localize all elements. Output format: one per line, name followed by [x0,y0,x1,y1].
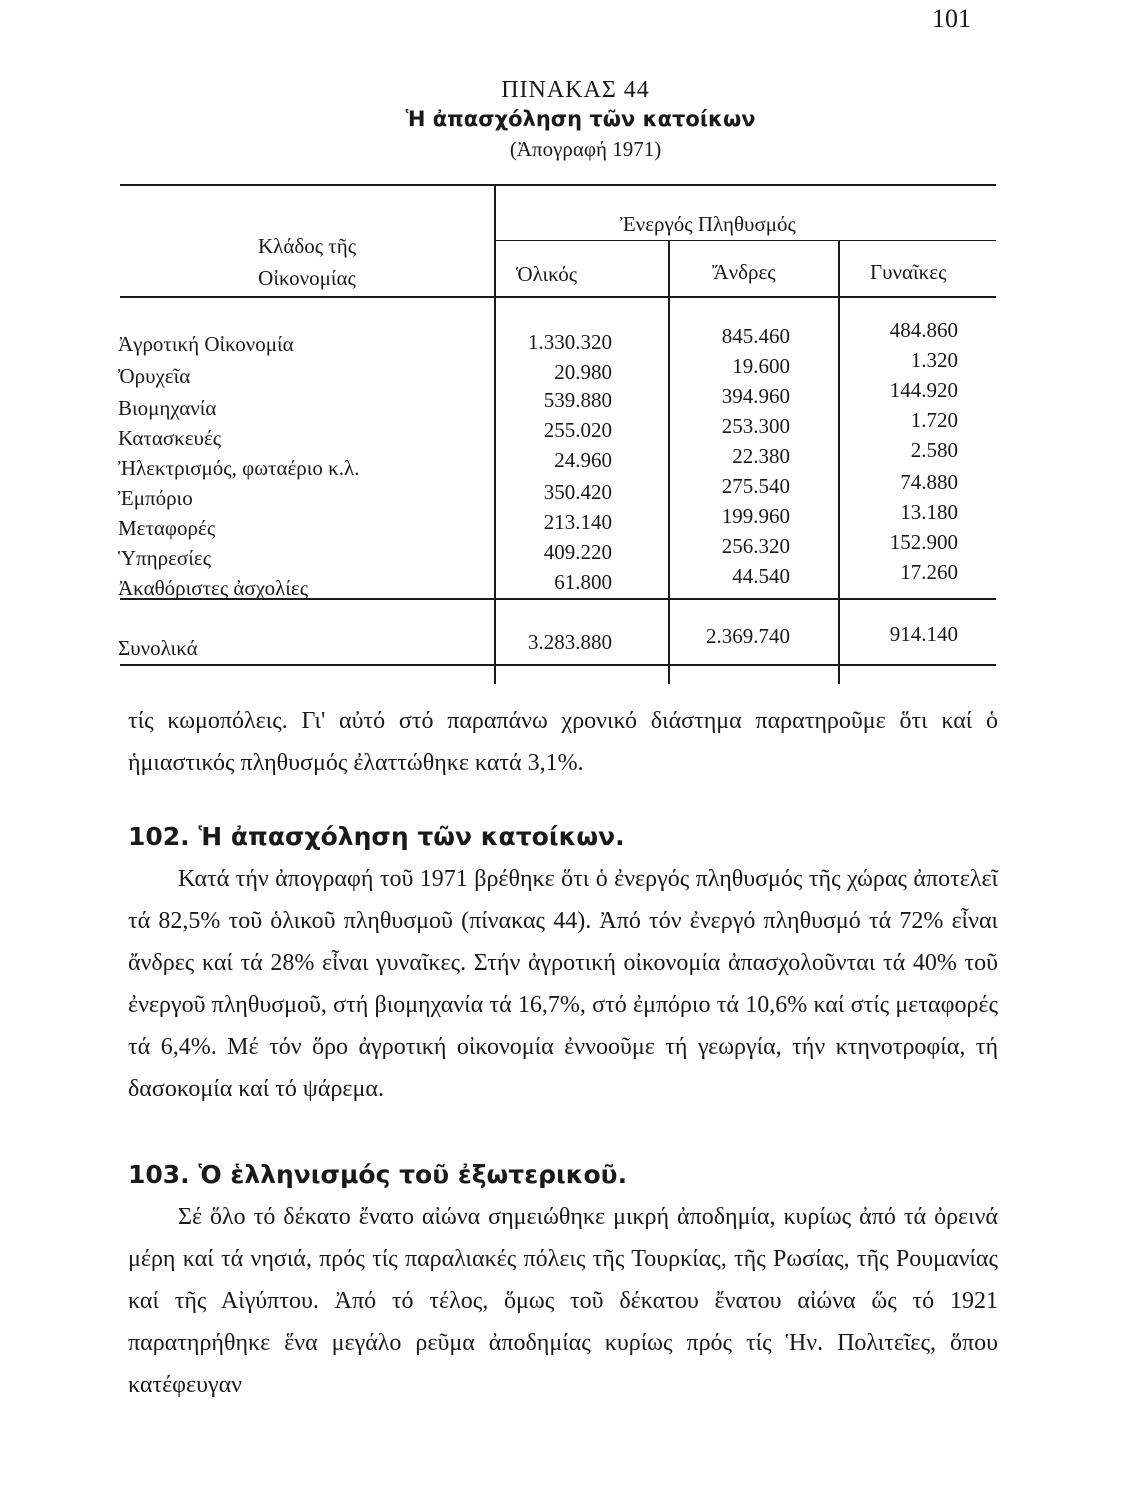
total-value: 255.020 [543,418,612,442]
women-value: 484.860 [889,318,958,342]
men-value: 19.600 [732,354,790,378]
men-value: 845.460 [721,324,790,348]
total-value: 20.980 [554,360,612,384]
branch-name: Ἀγροτική Οἰκονομία [118,332,294,356]
totals-total-value: 3.283.880 [528,630,612,654]
page-number: 101 [932,4,971,33]
section-103-heading: 103. Ὁ ἑλληνισμός τοῦ ἐξωτερικοῦ. [128,1160,628,1189]
table-top-rule [120,184,996,186]
table-source-note: (Ἀπογραφή 1971) [509,137,662,161]
men-value: 394.960 [721,384,790,408]
table-title: ΠΙΝΑΚΑΣ 44 [501,77,650,103]
men-column-header: Ἄνδρες [712,260,776,284]
branch-name: Ὑπηρεσίες [118,546,212,570]
section-103-body [128,1196,998,1406]
men-value: 199.960 [721,504,790,528]
section-102-paragraph: Κατά τήν ἀπογραφή τοῦ 1971 βρέθηκε ὅτι ὁ ἐνεργός πληθυσμός τῆς χώρας ἀποτελεῖ τά 82,5% τοῦ ὁλικοῦ πληθυσμοῦ (πίνακας 44). Ἀπό τόν ἐνεργό πληθυσμό τά 72% εἶναι ἄνδρες καί τά 28% εἶναι γυναῖκες. Στήν ἀγροτική οἰκονομία ἀπασχολοῦνται τά 40% τοῦ ἐνεργοῦ πληθυσμοῦ, στή βιομηχανία τά 16,7%, στό ἐμπόριο τά 10,6% καί στίς μεταφορές τά 6,4%. Μέ τόν ὅρο ἀγροτική οἰκονομία ἐννοοῦμε τή γεωργία, τήν κτηνοτροφία, τή δασοκομία καί τό ψάρεμα. [128,866,998,1102]
women-column-header: Γυναῖκες [870,260,947,284]
women-value: 13.180 [900,500,958,524]
group-header-rule [496,240,996,241]
branch-name: Ἐμπόριο [118,486,193,510]
totals-women-value: 914.140 [889,622,958,646]
total-column-header: Ὁλικός [516,262,578,286]
total-value: 409.220 [543,540,612,564]
women-value: 74.880 [900,470,958,494]
table-caption [0,76,1121,164]
table-bottom-rule [120,664,996,666]
branch-name: Ἀκαθόριστες ἀσχολίες [118,576,309,600]
continuation-text: τίς κωμοπόλεις. Γι' αὐτό στό παραπάνω χρονικό διάστημα παρατηροῦμε ὅτι καί ὁ ἡμιαστικός πληθυσμός ἐλαττώθηκε κατά 3,1%. [128,708,998,776]
women-value: 152.900 [889,530,958,554]
section-102-heading: 102. Ἡ ἀπασχόληση τῶν κατοίκων. [128,822,625,851]
women-value: 1.320 [910,348,958,372]
total-value: 61.800 [554,570,612,594]
men-value: 253.300 [721,414,790,438]
table-column-rule-3 [838,240,840,684]
men-value: 275.540 [721,474,790,498]
branch-column-header [120,230,494,294]
men-value: 256.320 [721,534,790,558]
total-value: 539.880 [543,388,612,412]
branch-header-line1: Κλάδος τῆς [257,234,357,258]
total-value: 1.330.320 [528,330,612,354]
table-column-rule-2 [668,240,670,684]
men-value: 44.540 [732,564,790,588]
women-value: 17.260 [900,560,958,584]
table-column-rule-1 [494,184,496,684]
totals-men-value: 2.369.740 [706,624,790,648]
section-103-paragraph: Σέ ὅλο τό δέκατο ἔνατο αἰώνα σημειώθηκε μικρή ἀποδημία, κυρίως ἀπό τά ὀρεινά μέρη καί τά νησιά, πρός τίς παραλιακές πόλεις τῆς Τουρκίας, τῆς Ρωσίας, τῆς Ρουμανίας καί τῆς Αἰγύπτου. Ἀπό τό τέλος, ὅμως τοῦ δέκατου ἔνατου αἰώνα ὥς τό 1921 παρατηρήθηκε ἕνα μεγάλο ρεῦμα ἀποδημίας κυρίως πρός τίς Ἡν. Πολιτεῖες, ὅπου κατέφευγαν [128,1204,998,1398]
women-value: 144.920 [889,378,958,402]
women-value: 2.580 [910,438,958,462]
section-102-body [128,858,998,1110]
employment-table [120,184,996,684]
header-bottom-rule [120,296,996,298]
men-value: 22.380 [732,444,790,468]
table-subtitle: Ἡ ἀπασχόληση τῶν κατοίκων [405,107,756,131]
branch-name: Κατασκευές [118,426,222,450]
branch-name: Μεταφορές [118,516,216,540]
continuation-paragraph [128,700,998,784]
totals-label: Συνολικά [118,636,198,660]
total-value: 350.420 [543,480,612,504]
branch-name: Βιομηχανία [118,396,217,420]
active-population-header: Ἐνεργός Πληθυσμός [620,212,796,236]
branch-name: Ἠλεκτρισμός, φωταέριο κ.λ. [118,456,360,480]
branch-name: Ὀρυχεῖα [118,364,191,388]
total-value: 213.140 [543,510,612,534]
branch-header-line2: Οἰκονομίας [258,266,356,290]
women-value: 1.720 [910,408,958,432]
total-value: 24.960 [554,448,612,472]
